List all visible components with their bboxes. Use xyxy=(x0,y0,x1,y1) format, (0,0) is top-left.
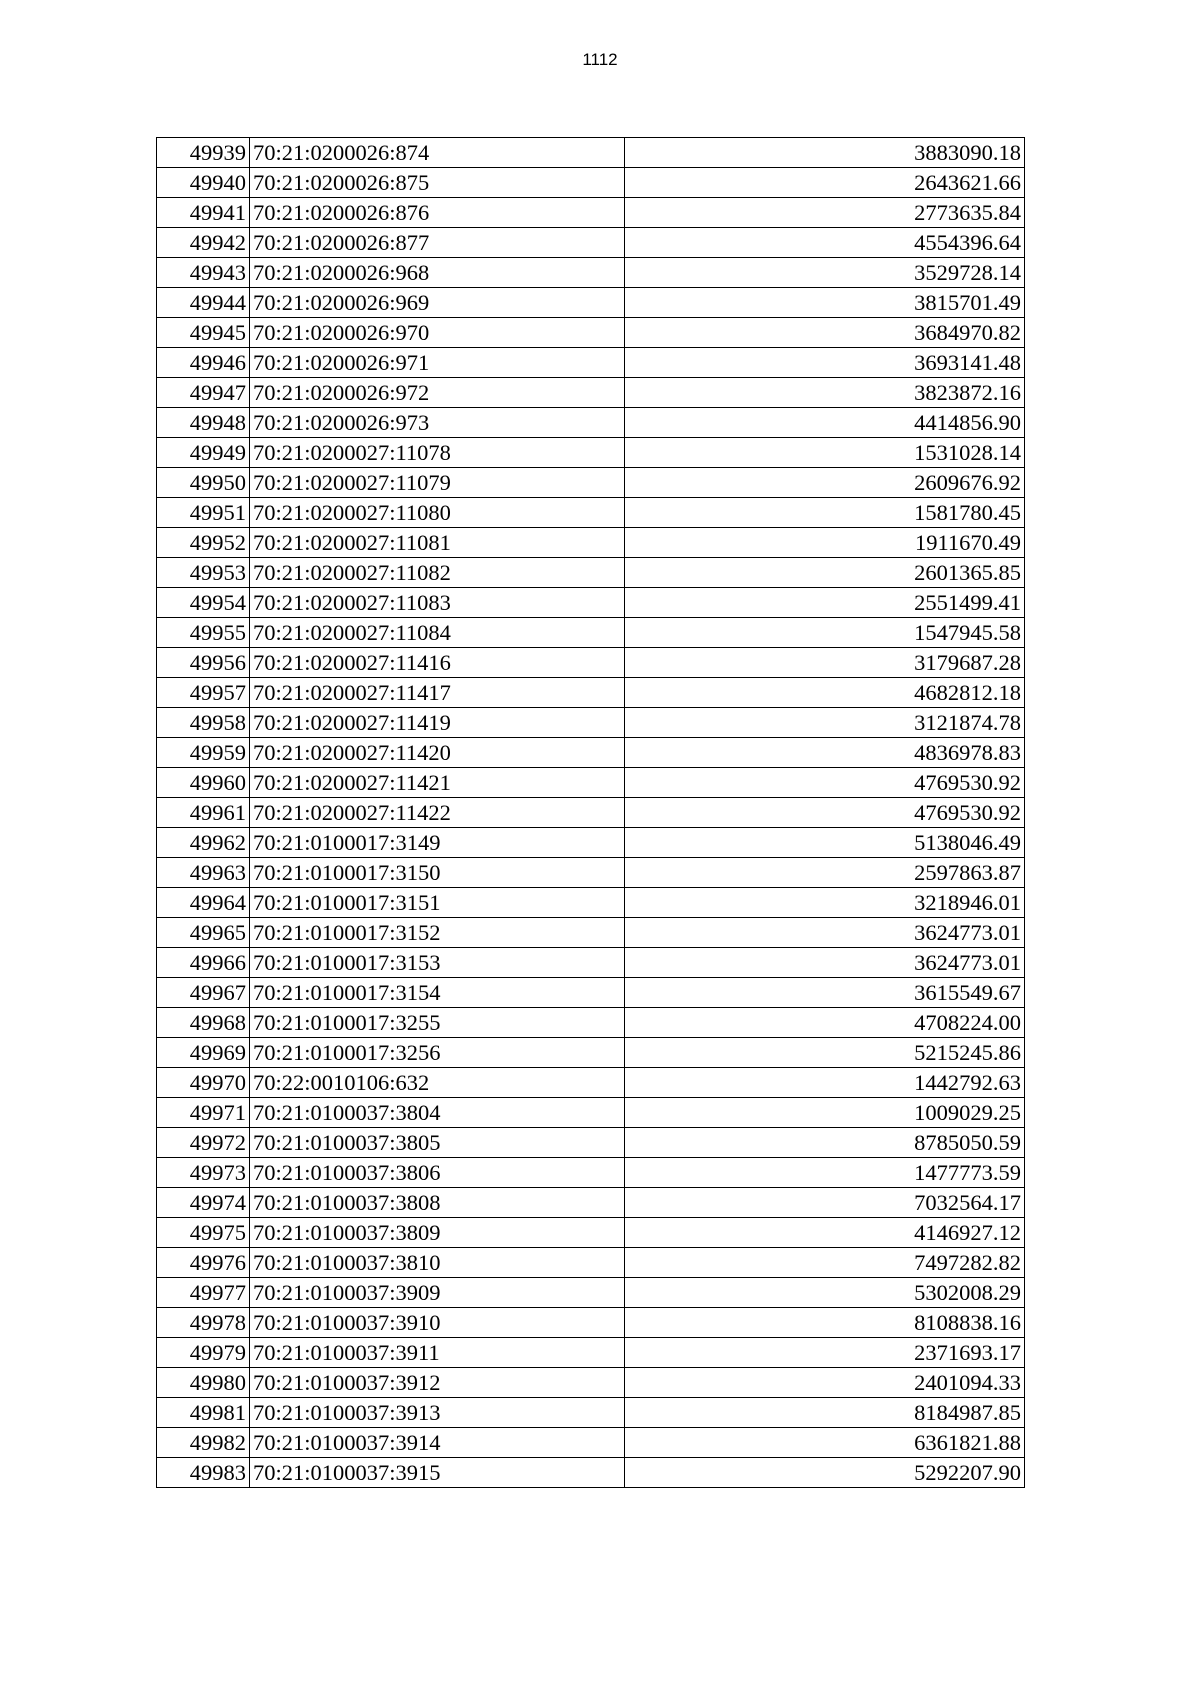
row-number-cell: 49947 xyxy=(157,378,250,408)
cadastral-number-cell: 70:21:0100017:3151 xyxy=(250,888,625,918)
row-number-cell: 49963 xyxy=(157,858,250,888)
cadastral-number-cell: 70:21:0100037:3914 xyxy=(250,1428,625,1458)
table-row xyxy=(157,198,1025,228)
cadastral-value-cell: 4414856.90 xyxy=(625,408,1025,438)
cadastral-value-cell: 2773635.84 xyxy=(625,198,1025,228)
table-row xyxy=(157,1248,1025,1278)
row-number-cell: 49968 xyxy=(157,1008,250,1038)
row-number-cell: 49943 xyxy=(157,258,250,288)
cadastral-value-cell: 2597863.87 xyxy=(625,858,1025,888)
table-row xyxy=(157,318,1025,348)
row-number-cell: 49949 xyxy=(157,438,250,468)
cadastral-value-cell: 3615549.67 xyxy=(625,978,1025,1008)
table-row xyxy=(157,258,1025,288)
table-row xyxy=(157,1098,1025,1128)
cadastral-value-cell: 1477773.59 xyxy=(625,1158,1025,1188)
table-row xyxy=(157,498,1025,528)
cadastral-value-cell: 7032564.17 xyxy=(625,1188,1025,1218)
table-row xyxy=(157,978,1025,1008)
cadastral-number-cell: 70:21:0100017:3255 xyxy=(250,1008,625,1038)
cadastral-number-cell: 70:21:0100037:3810 xyxy=(250,1248,625,1278)
cadastral-value-cell: 5292207.90 xyxy=(625,1458,1025,1488)
table-row xyxy=(157,1458,1025,1488)
row-number-cell: 49940 xyxy=(157,168,250,198)
row-number-cell: 49964 xyxy=(157,888,250,918)
cadastral-value-cell: 8184987.85 xyxy=(625,1398,1025,1428)
cadastral-value-cell: 2643621.66 xyxy=(625,168,1025,198)
cadastral-number-cell: 70:21:0200027:11421 xyxy=(250,768,625,798)
cadastral-value-cell: 5302008.29 xyxy=(625,1278,1025,1308)
row-number-cell: 49953 xyxy=(157,558,250,588)
table-row xyxy=(157,228,1025,258)
row-number-cell: 49957 xyxy=(157,678,250,708)
table-row xyxy=(157,1128,1025,1158)
cadastral-value-cell: 4769530.92 xyxy=(625,768,1025,798)
cadastral-number-cell: 70:21:0200027:11080 xyxy=(250,498,625,528)
table-row xyxy=(157,558,1025,588)
cadastral-number-cell: 70:21:0200027:11083 xyxy=(250,588,625,618)
table-row xyxy=(157,438,1025,468)
table-row xyxy=(157,738,1025,768)
row-number-cell: 49954 xyxy=(157,588,250,618)
row-number-cell: 49969 xyxy=(157,1038,250,1068)
table-row xyxy=(157,1008,1025,1038)
cadastral-number-cell: 70:21:0200027:11417 xyxy=(250,678,625,708)
row-number-cell: 49971 xyxy=(157,1098,250,1128)
row-number-cell: 49977 xyxy=(157,1278,250,1308)
cadastral-value-cell: 3883090.18 xyxy=(625,138,1025,168)
row-number-cell: 49970 xyxy=(157,1068,250,1098)
cadastral-value-cell: 3684970.82 xyxy=(625,318,1025,348)
cadastral-number-cell: 70:21:0100037:3913 xyxy=(250,1398,625,1428)
cadastral-value-cell: 2609676.92 xyxy=(625,468,1025,498)
row-number-cell: 49973 xyxy=(157,1158,250,1188)
cadastral-value-cell: 2601365.85 xyxy=(625,558,1025,588)
cadastral-number-cell: 70:21:0200026:969 xyxy=(250,288,625,318)
cadastral-number-cell: 70:21:0100037:3911 xyxy=(250,1338,625,1368)
row-number-cell: 49965 xyxy=(157,918,250,948)
cadastral-value-cell: 4769530.92 xyxy=(625,798,1025,828)
cadastral-value-cell: 8785050.59 xyxy=(625,1128,1025,1158)
cadastral-value-cell: 7497282.82 xyxy=(625,1248,1025,1278)
table-row xyxy=(157,1218,1025,1248)
cadastral-value-cell: 4836978.83 xyxy=(625,738,1025,768)
row-number-cell: 49958 xyxy=(157,708,250,738)
row-number-cell: 49956 xyxy=(157,648,250,678)
cadastral-number-cell: 70:21:0100037:3910 xyxy=(250,1308,625,1338)
row-number-cell: 49974 xyxy=(157,1188,250,1218)
table-row xyxy=(157,1428,1025,1458)
row-number-cell: 49951 xyxy=(157,498,250,528)
row-number-cell: 49976 xyxy=(157,1248,250,1278)
table-row xyxy=(157,648,1025,678)
table-row xyxy=(157,1368,1025,1398)
row-number-cell: 49945 xyxy=(157,318,250,348)
cadastral-value-cell: 6361821.88 xyxy=(625,1428,1025,1458)
table-row xyxy=(157,1038,1025,1068)
cadastral-number-cell: 70:21:0200026:971 xyxy=(250,348,625,378)
cadastral-number-cell: 70:21:0100037:3806 xyxy=(250,1158,625,1188)
table-row xyxy=(157,168,1025,198)
cadastral-number-cell: 70:21:0100037:3912 xyxy=(250,1368,625,1398)
table-row xyxy=(157,1188,1025,1218)
row-number-cell: 49981 xyxy=(157,1398,250,1428)
cadastral-number-cell: 70:21:0200027:11084 xyxy=(250,618,625,648)
cadastral-number-cell: 70:21:0100037:3915 xyxy=(250,1458,625,1488)
cadastral-value-cell: 4146927.12 xyxy=(625,1218,1025,1248)
cadastral-value-cell: 5138046.49 xyxy=(625,828,1025,858)
cadastral-number-cell: 70:21:0100017:3152 xyxy=(250,918,625,948)
table-row xyxy=(157,1338,1025,1368)
row-number-cell: 49946 xyxy=(157,348,250,378)
row-number-cell: 49983 xyxy=(157,1458,250,1488)
row-number-cell: 49966 xyxy=(157,948,250,978)
cadastral-value-cell: 1009029.25 xyxy=(625,1098,1025,1128)
cadastral-number-cell: 70:21:0200027:11079 xyxy=(250,468,625,498)
row-number-cell: 49978 xyxy=(157,1308,250,1338)
row-number-cell: 49950 xyxy=(157,468,250,498)
row-number-cell: 49979 xyxy=(157,1338,250,1368)
table-row xyxy=(157,468,1025,498)
table-row xyxy=(157,768,1025,798)
cadastral-value-cell: 3815701.49 xyxy=(625,288,1025,318)
row-number-cell: 49972 xyxy=(157,1128,250,1158)
table-row xyxy=(157,918,1025,948)
cadastral-value-cell: 3624773.01 xyxy=(625,918,1025,948)
row-number-cell: 49975 xyxy=(157,1218,250,1248)
table-row xyxy=(157,618,1025,648)
cadastral-number-cell: 70:21:0200026:875 xyxy=(250,168,625,198)
table-row xyxy=(157,1398,1025,1428)
cadastral-value-cell: 8108838.16 xyxy=(625,1308,1025,1338)
cadastral-number-cell: 70:22:0010106:632 xyxy=(250,1068,625,1098)
table-row xyxy=(157,528,1025,558)
cadastral-value-cell: 2371693.17 xyxy=(625,1338,1025,1368)
table-row xyxy=(157,708,1025,738)
cadastral-number-cell: 70:21:0200026:972 xyxy=(250,378,625,408)
row-number-cell: 49982 xyxy=(157,1428,250,1458)
cadastral-number-cell: 70:21:0100017:3256 xyxy=(250,1038,625,1068)
row-number-cell: 49961 xyxy=(157,798,250,828)
cadastral-value-cell: 5215245.86 xyxy=(625,1038,1025,1068)
cadastral-value-cell: 4682812.18 xyxy=(625,678,1025,708)
cadastral-value-cell: 2551499.41 xyxy=(625,588,1025,618)
row-number-cell: 49948 xyxy=(157,408,250,438)
cadastral-value-cell: 3179687.28 xyxy=(625,648,1025,678)
cadastral-number-cell: 70:21:0100017:3153 xyxy=(250,948,625,978)
row-number-cell: 49944 xyxy=(157,288,250,318)
row-number-cell: 49941 xyxy=(157,198,250,228)
cadastral-value-cell: 1547945.58 xyxy=(625,618,1025,648)
table-row xyxy=(157,948,1025,978)
row-number-cell: 49939 xyxy=(157,138,250,168)
cadastral-value-cell: 3624773.01 xyxy=(625,948,1025,978)
cadastral-number-cell: 70:21:0200027:11419 xyxy=(250,708,625,738)
cadastral-value-cell: 3693141.48 xyxy=(625,348,1025,378)
table-row xyxy=(157,1068,1025,1098)
table-row xyxy=(157,288,1025,318)
table-row xyxy=(157,1278,1025,1308)
cadastral-number-cell: 70:21:0100017:3150 xyxy=(250,858,625,888)
cadastral-value-table xyxy=(156,137,1025,1488)
cadastral-value-cell: 4554396.64 xyxy=(625,228,1025,258)
cadastral-value-cell: 2401094.33 xyxy=(625,1368,1025,1398)
cadastral-value-cell: 1911670.49 xyxy=(625,528,1025,558)
cadastral-number-cell: 70:21:0200026:874 xyxy=(250,138,625,168)
row-number-cell: 49967 xyxy=(157,978,250,1008)
cadastral-value-cell: 3121874.78 xyxy=(625,708,1025,738)
table-row xyxy=(157,408,1025,438)
cadastral-number-cell: 70:21:0200026:877 xyxy=(250,228,625,258)
row-number-cell: 49955 xyxy=(157,618,250,648)
cadastral-number-cell: 70:21:0200027:11078 xyxy=(250,438,625,468)
cadastral-number-cell: 70:21:0100037:3909 xyxy=(250,1278,625,1308)
cadastral-number-cell: 70:21:0200027:11082 xyxy=(250,558,625,588)
cadastral-number-cell: 70:21:0200026:970 xyxy=(250,318,625,348)
cadastral-number-cell: 70:21:0200027:11422 xyxy=(250,798,625,828)
cadastral-value-cell: 3529728.14 xyxy=(625,258,1025,288)
cadastral-number-cell: 70:21:0200027:11416 xyxy=(250,648,625,678)
page-number: 1112 xyxy=(582,50,618,69)
cadastral-number-cell: 70:21:0100037:3805 xyxy=(250,1128,625,1158)
cadastral-number-cell: 70:21:0100037:3804 xyxy=(250,1098,625,1128)
row-number-cell: 49962 xyxy=(157,828,250,858)
table-row xyxy=(157,588,1025,618)
table-body xyxy=(157,138,1025,1488)
table-row xyxy=(157,798,1025,828)
cadastral-number-cell: 70:21:0200027:11420 xyxy=(250,738,625,768)
cadastral-number-cell: 70:21:0100037:3809 xyxy=(250,1218,625,1248)
cadastral-number-cell: 70:21:0100017:3154 xyxy=(250,978,625,1008)
table-row xyxy=(157,378,1025,408)
table-row xyxy=(157,348,1025,378)
cadastral-value-cell: 3218946.01 xyxy=(625,888,1025,918)
cadastral-number-cell: 70:21:0200026:973 xyxy=(250,408,625,438)
row-number-cell: 49959 xyxy=(157,738,250,768)
cadastral-value-cell: 1531028.14 xyxy=(625,438,1025,468)
row-number-cell: 49952 xyxy=(157,528,250,558)
cadastral-value-cell: 3823872.16 xyxy=(625,378,1025,408)
cadastral-number-cell: 70:21:0200026:968 xyxy=(250,258,625,288)
cadastral-number-cell: 70:21:0100017:3149 xyxy=(250,828,625,858)
cadastral-number-cell: 70:21:0200027:11081 xyxy=(250,528,625,558)
cadastral-number-cell: 70:21:0200026:876 xyxy=(250,198,625,228)
table-row xyxy=(157,678,1025,708)
table-row xyxy=(157,1158,1025,1188)
row-number-cell: 49960 xyxy=(157,768,250,798)
table-row xyxy=(157,858,1025,888)
table-row xyxy=(157,828,1025,858)
row-number-cell: 49980 xyxy=(157,1368,250,1398)
cadastral-value-cell: 1442792.63 xyxy=(625,1068,1025,1098)
table-row xyxy=(157,1308,1025,1338)
cadastral-value-cell: 1581780.45 xyxy=(625,498,1025,528)
row-number-cell: 49942 xyxy=(157,228,250,258)
table-row xyxy=(157,138,1025,168)
cadastral-value-cell: 4708224.00 xyxy=(625,1008,1025,1038)
table-row xyxy=(157,888,1025,918)
cadastral-number-cell: 70:21:0100037:3808 xyxy=(250,1188,625,1218)
